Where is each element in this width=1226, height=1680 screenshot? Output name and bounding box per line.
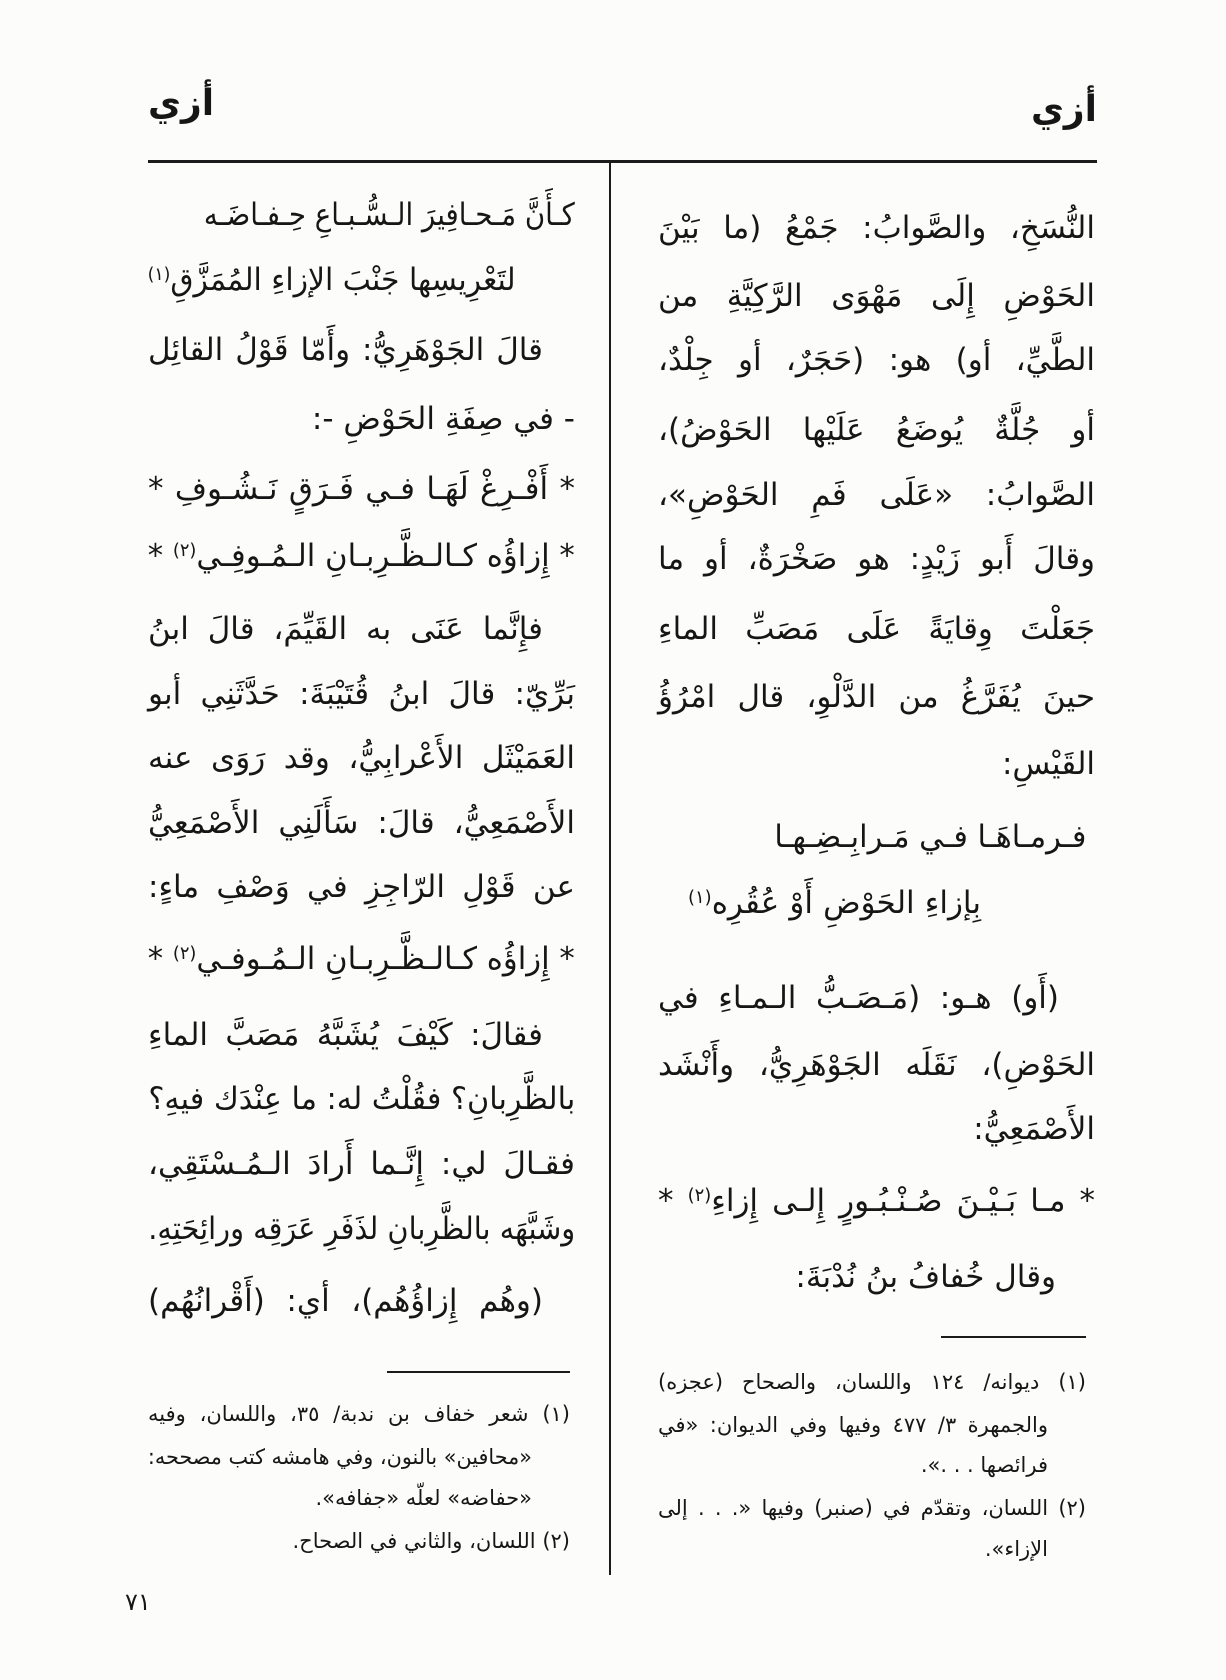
footnote-text: (٢) اللسان، وتقدّم في (صنبر) وفيها «. . . إلى <box>658 1496 1086 1520</box>
footnote-text: (١) ديوانه/ ١٢٤ واللسان، والصحاح (عجزه) <box>658 1370 1086 1394</box>
footnote-line <box>148 1525 570 1557</box>
verse-line <box>204 190 575 240</box>
line-text: الصَّوابُ: «عَلَى فَمِ الحَوْضِ»، <box>658 477 1095 513</box>
line-text: بالظَّرِبانِ؟ فقُلْتُ له: ما عِنْدَك فيهِ؟ <box>148 1081 575 1117</box>
text-line <box>148 1010 543 1060</box>
footnote-rule <box>387 1371 570 1373</box>
line-text: (أَو) هـو: (مَـصَـبُّ الـمـاءِ في <box>658 980 1059 1016</box>
line-text: القَيْسِ: <box>1001 746 1095 782</box>
verse-line <box>148 934 575 984</box>
text-line <box>148 669 575 719</box>
running-head-left: أزي <box>148 83 215 124</box>
line-text: أو جُلَّةٌ يُوضَعُ عَلَيْها الحَوْضُ)، <box>658 412 1095 448</box>
footnote-text: (٢) اللسان، والثاني في الصحاح. <box>292 1529 570 1553</box>
text-line <box>148 1204 575 1254</box>
page-number: ٧١ <box>125 1588 151 1616</box>
footnote-text: والجمهرة ٣/ ٤٧٧ وفيها وفي الديوان: «في <box>658 1413 1048 1437</box>
line-text: الأَصْمَعِيُّ، قالَ: سَأَلَنِي الأَصْمَعِيُّ <box>148 805 575 841</box>
footnote-text: الإزاء». <box>984 1537 1048 1561</box>
line-text: العَمَيْثَل الأَعْرابِيُّ، وقد رَوَى عنه <box>148 740 575 776</box>
footnote-marker: (٢) <box>173 943 197 965</box>
footnote-text: فرائصها . . .». <box>920 1453 1048 1477</box>
line-text: وقال خُفافُ بنُ نُدْبَةَ: <box>795 1259 1056 1295</box>
line-text <box>148 934 575 989</box>
text-line <box>148 862 575 912</box>
footnote-marker: (٢) <box>687 1185 712 1207</box>
footnote-marker: (٢) <box>173 540 197 562</box>
text-line <box>148 604 543 654</box>
line-text: وقالَ أَبو زَيْدٍ: هو صَخْرَةٌ، أو ما <box>658 541 1095 577</box>
footnote-text: «حفاضه» لعلّه «جفافه». <box>315 1486 532 1510</box>
text-line <box>148 1276 543 1326</box>
line-text: الحَوْضِ إِلَى مَهْوَى الرَّكِيَّةِ من <box>658 278 1095 314</box>
line-text: عن قَوْلِ الرّاجِزِ في وَصْفِ ماءٍ: <box>148 869 575 905</box>
line-text-body: * إِزاؤُه كـالـظَّـرِبـانِ الـمُـوفِـي <box>196 538 576 574</box>
line-text: فقـالَ لي: إِنَّـما أَرادَ الـمُـسْتَقِي، <box>148 1146 575 1182</box>
footnote-line <box>148 1441 532 1473</box>
line-text: فإِنَّما عَنَى به القَيِّمَ، قالَ ابنُ <box>148 611 543 647</box>
text-line <box>148 394 575 444</box>
footnote-marker: (١) <box>688 887 712 909</box>
footnote-text: (١) شعر خفاف بن ندبة/ ٣٥، واللسان، وفيه <box>148 1402 570 1426</box>
line-text: الطَّيِّ، أو) هو: (حَجَرٌ، أو جِلْدٌ، <box>658 342 1095 378</box>
text-line <box>148 798 575 848</box>
line-text-body: لتَعْرِيسِها جَنْبَ الإزاءِ المُمَزَّقِ <box>170 262 516 298</box>
line-text: وشَبَّهَه بالظَّرِبانِ لذَفَرِ عَرَقِه ورائِحَتِهِ. <box>148 1211 575 1247</box>
line-text: الحَوْضِ)، نَقَلَه الجَوْهَرِيُّ، وأَنْشَد <box>658 1047 1095 1083</box>
line-text: (وهُم إِزاؤُهُم)، أي: (أَقْرانُهُم) <box>148 1283 543 1319</box>
line-text: كـأَنَّ مَـحـافِيرَ الـسُّـبـاعِ حِـفـاضَـه <box>204 197 575 233</box>
line-text: النُّسَخِ، والصَّوابُ: جَمْعُ (ما بَيْنَ <box>658 210 1095 246</box>
line-text: حينَ يُفَرَّغُ من الدَّلْوِ، قال امْرُؤُ <box>658 679 1095 715</box>
line-text-tail: * <box>148 538 174 574</box>
line-text-tail: * <box>658 1183 688 1219</box>
line-text-tail: * <box>148 941 174 977</box>
text-line <box>148 733 575 783</box>
line-text: فـرمـاهَـا فـي مَـرابِـضِـهـا <box>774 819 1086 855</box>
running-head-right: أزي <box>1030 89 1097 130</box>
footnote-line <box>148 1398 570 1430</box>
line-text: - في صِفَةِ الحَوْضِ -: <box>311 401 575 437</box>
text-line <box>148 1074 575 1124</box>
text-line <box>148 1139 575 1189</box>
verse-line <box>148 531 575 581</box>
verse-line <box>148 255 516 305</box>
line-text-body: بِإزاءِ الحَوْضِ أَوْ عُقُرِه <box>711 885 981 921</box>
line-text: بَرِّيّ: قالَ ابنُ قُتَيْبَةَ: حَدَّثَنِي أبو <box>148 676 575 712</box>
line-text: الأَصْمَعِيُّ: <box>973 1111 1095 1147</box>
line-text <box>148 531 575 586</box>
line-text: جَعَلْتَ وِقايَةً عَلَى مَصَبِّ الماءِ <box>658 611 1095 647</box>
footnote-text: «محافين» بالنون، وفي هامشه كتب مصححه: <box>148 1445 532 1469</box>
line-text <box>148 255 516 310</box>
line-text-body: * مـا بَـيْـنَ صُـنْـبُـورٍ إِلـى إِزاءِ <box>711 1183 1095 1219</box>
text-line <box>148 325 543 375</box>
line-text: * أَفْـرِغْ لَهَـا فـي فَـرَقٍ نَـشُـوفِ * <box>148 471 575 507</box>
line-text: قالَ الجَوْهَرِيُّ: وأَمّا قَوْلُ القائِل <box>148 332 543 368</box>
verse-line <box>148 464 575 514</box>
line-text: فقالَ: كَيْفَ يُشَبَّهُ مَصَبَّ الماءِ <box>148 1017 543 1053</box>
footnote-line <box>148 1482 532 1514</box>
footnote-marker: (١) <box>148 264 171 286</box>
line-text-body: * إِزاؤُه كـالـظَّـرِبـانِ الـمُـوفـي <box>196 941 576 977</box>
